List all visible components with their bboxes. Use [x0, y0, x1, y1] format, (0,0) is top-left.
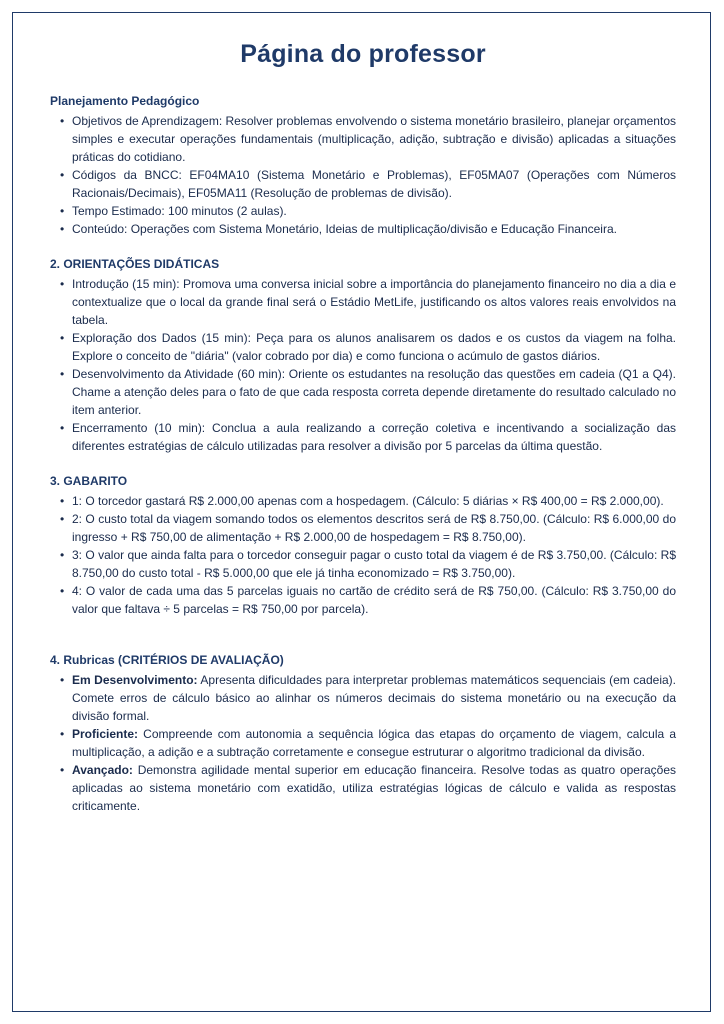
rubric-text: Compreende com autonomia a sequência lógica das etapas do orçamento de viagem, calcula a multiplicação, a adição e a subtração corretamente e consegue estruturar o algoritmo tradicional da divisão. [72, 727, 676, 759]
rubric-label: Proficiente: [72, 727, 139, 741]
list-item: • 1: O torcedor gastará R$ 2.000,00 apenas com a hospedagem. (Cálculo: 5 diárias × R$ 400,00 = R$ 2.000,00). [72, 492, 676, 510]
section-heading: 3. GABARITO [50, 474, 128, 488]
list-item: • Códigos da BNCC: EF04MA10 (Sistema Monetário e Problemas), EF05MA07 (Operações com Números Racionais/Decimais), EF05MA11 (Resolução de problemas de divisão). [72, 166, 676, 202]
list-item [72, 725, 676, 761]
rubric-label: Avançado: [72, 763, 133, 777]
section-rubrics [50, 652, 676, 815]
rubric-label: Em Desenvolvimento: [72, 673, 198, 687]
rubric-text: Apresenta dificuldades para interpretar problemas matemáticos sequenciais (em cadeia). Comete erros de cálculo básico ao alinhar os números decimais do sistema monetário ou na execução da divisão formal. [72, 673, 676, 723]
list-item [72, 761, 676, 815]
section-didactic-guidelines [50, 256, 676, 455]
section-list [50, 275, 676, 455]
list-item: • 4: O valor de cada uma das 5 parcelas iguais no cartão de crédito será de R$ 750,00. (Cálculo: R$ 3.750,00 do valor que faltava ÷ 5 parcelas = R$ 750,00 por parcela). [72, 582, 676, 618]
teacher-page [50, 40, 676, 833]
list-item: • Encerramento (10 min): Conclua a aula realizando a correção coletiva e incentivando a socialização das diferentes estratégias de cálculo utilizadas para resolver a divisão por 5 parcelas da última questão. [72, 419, 676, 455]
page-title: Página do professor [240, 40, 486, 68]
section-heading: 2. ORIENTAÇÕES DIDÁTICAS [50, 257, 220, 271]
list-item: • Exploração dos Dados (15 min): Peça para os alunos analisarem os dados e os custos da viagem na folha. Explore o conceito de "diária" (valor cobrado por dia) e como funciona o acúmulo de gastos diários. [72, 329, 676, 365]
list-item: • Conteúdo: Operações com Sistema Monetário, Ideias de multiplicação/divisão e Educação Financeira. [72, 220, 676, 238]
list-item: • 3: O valor que ainda falta para o torcedor conseguir pagar o custo total da viagem é de R$ 3.750,00. (Cálculo: R$ 8.750,00 do custo total - R$ 5.000,00 que ele já tinha economizado = R$ 3.750,00). [72, 546, 676, 582]
list-item: • Introdução (15 min): Promova uma conversa inicial sobre a importância do planejamento financeiro no dia a dia e contextualize que o local da grande final será o Estádio MetLife, justificando os altos valores reais envolvidos na tabela. [72, 275, 676, 329]
list-item: • Tempo Estimado: 100 minutos (2 aulas). [72, 202, 676, 220]
section-heading: 4. Rubricas (CRITÉRIOS DE AVALIAÇÃO) [50, 653, 284, 667]
list-item: • Objetivos de Aprendizagem: Resolver problemas envolvendo o sistema monetário brasileiro, planejar orçamentos simples e executar operações fundamentais (multiplicação, adição, subtração e divisão) aplicadas a situações práticas do cotidiano. [72, 112, 676, 166]
section-heading: Planejamento Pedagógico [50, 94, 200, 108]
list-item: • Desenvolvimento da Atividade (60 min): Oriente os estudantes na resolução das questões em cadeia (Q1 a Q4). Chame a atenção deles para o fato de que cada resposta correta depende diretamente do resultado calculado no item anterior. [72, 365, 676, 419]
section-list [50, 492, 676, 618]
list-item [72, 671, 676, 725]
section-list [50, 671, 676, 815]
section-list [50, 112, 676, 238]
rubric-text: Demonstra agilidade mental superior em educação financeira. Resolve todas as quatro operações aplicadas ao sistema monetário com exatidão, utiliza estratégias lógicas de cálculo e valida as respostas criticamente. [72, 763, 676, 813]
list-item: • 2: O custo total da viagem somando todos os elementos descritos será de R$ 8.750,00. (Cálculo: R$ 6.000,00 do ingresso + R$ 750,00 de alimentação + R$ 2.000,00 de hospedagem = R$ 8.750,00). [72, 510, 676, 546]
section-planning [50, 93, 676, 238]
section-answer-key [50, 473, 676, 618]
